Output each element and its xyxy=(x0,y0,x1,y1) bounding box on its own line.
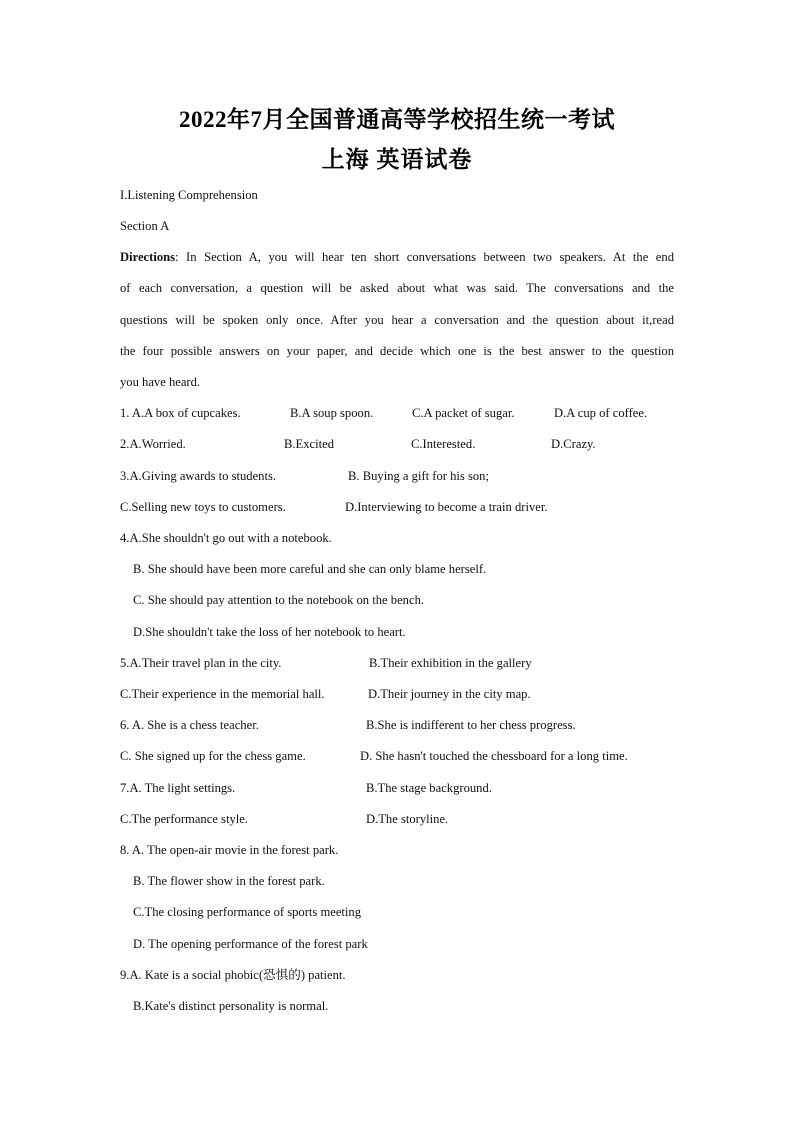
directions-line-3: questions will be spoken only once. After you hear a conversation and the question about it,read xyxy=(120,313,674,327)
directions-label: Directions xyxy=(120,250,176,264)
q5-option-c: C.Their experience in the memorial hall. xyxy=(120,687,325,701)
q3-option-b: B. Buying a gift for his son; xyxy=(348,469,489,483)
exam-title: 2022年7月全国普通高等学校招生统一考试 xyxy=(179,107,615,132)
q8-option-a: 8. A. The open-air movie in the forest park. xyxy=(120,843,339,857)
section-heading: Section A xyxy=(120,219,170,233)
q4-option-a: 4.A.She shouldn't go out with a notebook. xyxy=(120,531,332,545)
q8-option-d: D. The opening performance of the forest park xyxy=(133,937,368,951)
directions-line-1: Directions: In Section A, you will hear ten short conversations between two speakers. At the end xyxy=(120,250,674,264)
q2-option-a: 2.A.Worried. xyxy=(120,437,186,451)
q1-option-b: B.A soup spoon. xyxy=(290,406,374,420)
q7-option-d: D.The storyline. xyxy=(366,812,449,826)
q8-option-c: C.The closing performance of sports meeting xyxy=(133,905,362,919)
q6-option-d: D. She hasn't touched the chessboard for a long time. xyxy=(360,749,628,763)
directions-line-4: the four possible answers on your paper, and decide which one is the best answer to the question xyxy=(120,344,674,358)
q9-option-a: 9.A. Kate is a social phobic(恐惧的) patient. xyxy=(120,968,346,982)
q8-option-b: B. The flower show in the forest park. xyxy=(133,874,325,888)
part-heading: I.Listening Comprehension xyxy=(120,188,258,202)
q4-option-b: B. She should have been more careful and she can only blame herself. xyxy=(133,562,487,576)
q3-option-c: C.Selling new toys to customers. xyxy=(120,500,286,514)
q1-option-d: D.A cup of coffee. xyxy=(554,406,648,420)
q5-option-d: D.Their journey in the city map. xyxy=(368,687,531,701)
q6-option-b: B.She is indifferent to her chess progress. xyxy=(366,718,576,732)
q7-option-c: C.The performance style. xyxy=(120,812,248,826)
q9-option-b: B.Kate's distinct personality is normal. xyxy=(133,999,329,1013)
q5-option-a: 5.A.Their travel plan in the city. xyxy=(120,656,282,670)
directions-line-2: of each conversation, a question will be asked about what was said. The conversations and the xyxy=(120,281,674,295)
q6-option-a: 6. A. She is a chess teacher. xyxy=(120,718,259,732)
q2-option-b: B.Excited xyxy=(284,437,335,451)
q5-option-b: B.Their exhibition in the gallery xyxy=(369,656,532,670)
q3-option-a: 3.A.Giving awards to students. xyxy=(120,469,277,483)
directions-line-5: you have heard. xyxy=(120,375,201,389)
q7-option-a: 7.A. The light settings. xyxy=(120,781,236,795)
q4-option-c: C. She should pay attention to the notebook on the bench. xyxy=(133,593,425,607)
q3-option-d: D.Interviewing to become a train driver. xyxy=(345,500,548,514)
q7-option-b: B.The stage background. xyxy=(366,781,492,795)
exam-subtitle: 上海 英语试卷 xyxy=(321,147,473,172)
q6-option-c: C. She signed up for the chess game. xyxy=(120,749,306,763)
q1-option-a: 1. A.A box of cupcakes. xyxy=(120,406,241,420)
q4-option-d: D.She shouldn't take the loss of her notebook to heart. xyxy=(133,625,406,639)
q2-option-c: C.Interested. xyxy=(411,437,476,451)
q1-option-c: C.A packet of sugar. xyxy=(412,406,515,420)
q2-option-d: D.Crazy. xyxy=(551,437,596,451)
